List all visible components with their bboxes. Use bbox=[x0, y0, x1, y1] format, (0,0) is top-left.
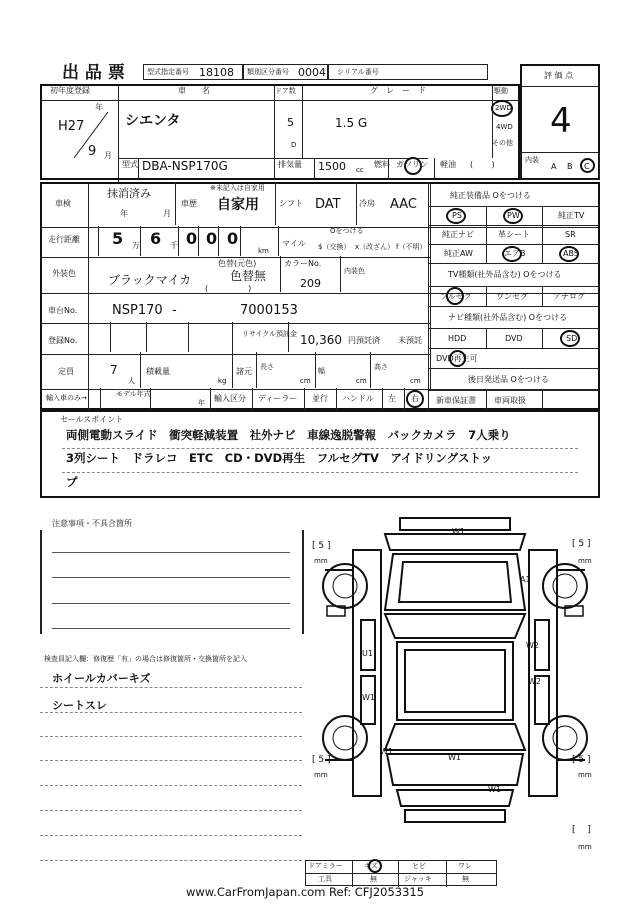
recycle-value: 10,360 bbox=[300, 333, 342, 347]
import-dealer: ディーラー bbox=[258, 394, 298, 403]
model-year-label: モデル年式 bbox=[116, 390, 151, 398]
shaken-year-unit: 年 bbox=[120, 209, 128, 218]
mark-front-bumper: W1 bbox=[452, 527, 465, 536]
mileage-label: 走行距離 bbox=[48, 235, 80, 244]
drive-2wd-circle bbox=[491, 100, 513, 117]
sales-line-3: プ bbox=[66, 475, 78, 489]
recycle-label: リサイクル預託金 bbox=[242, 330, 298, 338]
mileage-sen-unit: 千 bbox=[170, 241, 178, 250]
form-title: 出 品 票 bbox=[62, 63, 125, 83]
reg-year: H27 bbox=[58, 119, 85, 134]
type-label: 型式 bbox=[122, 160, 138, 169]
shaken-month-unit: 月 bbox=[163, 209, 171, 218]
fuel-label: 燃料 bbox=[374, 160, 390, 169]
load-unit: kg bbox=[218, 377, 227, 385]
mirror-scratch: キズ bbox=[364, 862, 378, 870]
dims-label: 諸元 bbox=[236, 367, 252, 376]
fuel-gas-circle bbox=[404, 157, 422, 175]
tool-value: 無 bbox=[370, 875, 377, 883]
equip-airbag: エアB bbox=[504, 249, 526, 258]
car-diagram bbox=[305, 510, 605, 860]
mile-option-tamper: x（改ざん） bbox=[355, 243, 395, 251]
class-value: 0004 bbox=[298, 66, 326, 79]
equip-pw: PW bbox=[507, 211, 520, 220]
equip-aw: 純正AW bbox=[444, 249, 473, 258]
equip-pw-circle bbox=[503, 208, 523, 224]
equip-tv: 純正TV bbox=[558, 211, 585, 220]
ac-label: 冷房 bbox=[359, 199, 375, 208]
model-cert-value: 18108 bbox=[199, 66, 234, 79]
note-item-1: ホイールカバーキズ bbox=[52, 672, 151, 685]
after-warranty: 新車保証書 bbox=[436, 396, 476, 405]
tv-oneseg: ワンセグ bbox=[496, 292, 528, 301]
note-item-2: シートスレ bbox=[52, 699, 107, 712]
handle-label: ハンドル bbox=[342, 394, 374, 403]
drive-label: 駆動 bbox=[494, 87, 508, 95]
history-label: 車歴 bbox=[181, 199, 197, 208]
doors-suffix: D bbox=[291, 141, 297, 149]
equip-abs-circle bbox=[559, 246, 579, 262]
fuel-diesel: 軽油 bbox=[440, 160, 456, 169]
capacity-value: 7 bbox=[110, 363, 118, 377]
tool-label: 工具 bbox=[318, 875, 332, 883]
grade-label: グ レ ー ド bbox=[370, 86, 426, 95]
color-paren: ( ) bbox=[205, 284, 252, 293]
reg-month: 9 bbox=[88, 144, 97, 159]
rating-value: 4 bbox=[550, 101, 572, 141]
chassis-label: 車台No. bbox=[48, 306, 78, 315]
interior-c-circle bbox=[580, 158, 595, 173]
width-unit: cm bbox=[356, 377, 367, 385]
navi-sd: SD bbox=[566, 334, 578, 343]
tread-fr-value: [ 5 ] bbox=[572, 539, 591, 549]
inspector-label: 検査員記入欄：修復歴「有」の場合は修復箇所・交換箇所を記入 bbox=[44, 655, 247, 663]
tread-rr-value: [ 5 ] bbox=[572, 755, 591, 765]
tread-fl-unit: mm bbox=[314, 557, 328, 565]
length-unit: cm bbox=[300, 377, 311, 385]
equip-leather: 革シート bbox=[498, 230, 530, 239]
shift-value: DAT bbox=[315, 197, 341, 212]
displacement-unit: cc bbox=[356, 166, 364, 174]
serial-label: シリアル番号 bbox=[337, 68, 379, 76]
mirror-label: ドアミラー bbox=[308, 862, 343, 870]
history-value: 自家用 bbox=[217, 197, 259, 213]
width-label: 幅 bbox=[318, 367, 325, 375]
interior-b: B bbox=[567, 162, 573, 171]
tread-rl-value: [ 5 ] bbox=[312, 755, 331, 765]
chassis-no: 7000153 bbox=[240, 303, 298, 318]
watermark: www.CarFromJapan.com Ref: CFJ2053315 bbox=[186, 885, 425, 899]
dvd-play: DVD再生可 bbox=[436, 354, 478, 363]
tv-fullseg-circle bbox=[446, 287, 464, 305]
grade-value: 1.5 G bbox=[335, 116, 368, 130]
sales-line-1: 両側電動スライド 衝突軽減装置 社外ナビ 車線逸脱警報 バックカメラ 7人乗り bbox=[66, 428, 511, 442]
reg-month-unit: 月 bbox=[104, 151, 112, 160]
caution-bracket bbox=[40, 530, 304, 634]
navi-dvd: DVD bbox=[505, 334, 523, 343]
handle-right-circle bbox=[406, 390, 424, 408]
mileage-digit-2: 6 bbox=[150, 229, 162, 248]
recycle-pending: 未預託 bbox=[398, 336, 422, 345]
after-manual: 車両取扱 bbox=[494, 396, 526, 405]
fuel-paren: ( ) bbox=[470, 160, 495, 169]
shaken-label: 車検 bbox=[55, 199, 71, 208]
name-label: 車 名 bbox=[178, 86, 210, 95]
height-unit: cm bbox=[410, 377, 421, 385]
color-value: ブラックマイカ bbox=[108, 273, 192, 287]
equip-ps-circle bbox=[446, 208, 466, 224]
import-label: 輸入車のみ→ bbox=[46, 394, 87, 402]
recycle-unit: 円預託済 bbox=[348, 336, 380, 345]
class-label: 類別区分番号 bbox=[247, 68, 289, 76]
chassis-prefix: NSP170 bbox=[112, 303, 163, 318]
after-title: 後日発送品 Oをつける bbox=[468, 375, 549, 384]
drive-4wd: 4WD bbox=[496, 123, 513, 131]
capacity-unit: 人 bbox=[128, 377, 135, 385]
equip-navi: 純正ナビ bbox=[442, 230, 474, 239]
interior-a: A bbox=[551, 162, 557, 171]
height-label: 高さ bbox=[374, 363, 388, 371]
mirror-scratch-circle bbox=[368, 859, 382, 873]
tread-rl-unit: mm bbox=[314, 771, 328, 779]
navi-sd-circle bbox=[560, 330, 580, 347]
handle-left: 左 bbox=[388, 394, 396, 403]
chassis-dash: - bbox=[172, 303, 177, 318]
import-parallel: 並行 bbox=[312, 394, 328, 403]
interior-c: C bbox=[584, 162, 590, 171]
caution-label: 注意事項・不具合箇所 bbox=[52, 519, 132, 528]
doors-value: 5 bbox=[287, 116, 294, 129]
jack-value: 無 bbox=[462, 875, 469, 883]
navi-hdd: HDD bbox=[448, 334, 467, 343]
sales-line-2: 3列シート ドラレコ ETC CD・DVD再生 フルセグTV アイドリングストッ bbox=[66, 451, 493, 465]
color-label: 外装色 bbox=[52, 269, 76, 278]
model-cert-cell bbox=[143, 64, 243, 80]
mile-label: マイル bbox=[282, 239, 306, 248]
mileage-digit-3: 0 bbox=[186, 229, 198, 248]
color-change-value: 色替無 bbox=[230, 269, 267, 283]
tread-fl-value: [ 5 ] bbox=[312, 541, 331, 551]
dvd-play-circle bbox=[449, 350, 466, 367]
equip-ps: PS bbox=[452, 211, 462, 220]
mileage-km-unit: km bbox=[258, 247, 269, 255]
displacement-value: 1500 bbox=[318, 160, 346, 173]
car-name: シエンタ bbox=[125, 113, 181, 129]
rating-label: 評 価 点 bbox=[544, 71, 574, 80]
navi-title: ナビ種類(社外品含む) Oをつける bbox=[448, 313, 568, 322]
color-no-label: カラーNo. bbox=[284, 259, 322, 268]
model-cert-label: 型式指定番号 bbox=[147, 68, 189, 76]
mile-option-exchange: $（交換） bbox=[318, 243, 351, 251]
mark-rear: W1 bbox=[448, 753, 461, 762]
fuel-gas: ガソリン bbox=[396, 160, 428, 169]
mileage-man-unit: 万 bbox=[132, 241, 140, 250]
first-reg-label: 初年度登録 bbox=[50, 86, 90, 95]
drive-other: その他 bbox=[492, 139, 513, 147]
mirror-break: ワレ bbox=[458, 862, 472, 870]
tv-fullseg: フルセグ bbox=[440, 292, 472, 301]
color-orig-label: 色替(元色) bbox=[218, 259, 257, 268]
self-reg-note: ※未記入は自家用 bbox=[210, 184, 265, 192]
mark-left-rear: W1 bbox=[362, 693, 375, 702]
model-year-suffix: 年 bbox=[198, 399, 205, 407]
handle-right: 右 bbox=[411, 394, 419, 403]
displacement-label: 排気量 bbox=[278, 160, 302, 169]
equip-airbag-circle bbox=[502, 246, 522, 262]
mark-rear-bumper: W1 bbox=[488, 785, 501, 794]
equip-abs: ABS bbox=[563, 249, 579, 258]
mileage-digit-5: 0 bbox=[227, 229, 239, 248]
tread-fr-unit: mm bbox=[578, 557, 592, 565]
tv-title: TV種類(社外品含む) Oをつける bbox=[448, 270, 562, 279]
mileage-digit-1: 5 bbox=[112, 229, 124, 248]
mile-option-unknown: f（不明） bbox=[396, 243, 427, 251]
mark-right-door-1: W2 bbox=[526, 641, 539, 650]
sales-label: セールスポイント bbox=[60, 415, 124, 424]
serial-cell bbox=[328, 64, 488, 80]
doors-label: ドア数 bbox=[275, 87, 296, 95]
mileage-digit-4: 0 bbox=[206, 229, 218, 248]
interior-cell bbox=[520, 152, 600, 180]
import-class-label: 輸入区分 bbox=[214, 394, 246, 403]
shaken-value: 抹消済み bbox=[107, 187, 151, 200]
circle-note: Oをつける bbox=[330, 227, 364, 235]
ac-value: AAC bbox=[390, 197, 417, 212]
mark-right-front: A1 bbox=[520, 575, 531, 584]
color-no-value: 209 bbox=[300, 277, 321, 290]
mark-left-door: U1 bbox=[362, 649, 373, 658]
tv-analog: アナログ bbox=[553, 292, 585, 301]
class-cell bbox=[243, 64, 328, 80]
length-label: 長さ bbox=[260, 363, 274, 371]
tread-spare-unit: mm bbox=[578, 843, 592, 851]
reg-no-label: 登録No. bbox=[48, 336, 78, 345]
load-label: 積載量 bbox=[146, 367, 170, 376]
tread-spare-value: [ ] bbox=[572, 825, 591, 835]
equip-sr: SR bbox=[565, 230, 576, 239]
jack-label: ジャッキ bbox=[404, 875, 432, 883]
tread-rr-unit: mm bbox=[578, 771, 592, 779]
genuine-title: 純正装備品 Oをつける bbox=[450, 191, 531, 200]
mirror-crack: ヒビ bbox=[412, 862, 426, 870]
capacity-label: 定員 bbox=[58, 367, 74, 376]
mark-left-rear-wheel: W1 bbox=[380, 747, 393, 756]
interior-color-label: 内装色 bbox=[344, 267, 365, 275]
type-value: DBA-NSP170G bbox=[142, 159, 228, 173]
reg-year-unit: 年 bbox=[95, 103, 103, 112]
shift-label: シフト bbox=[279, 199, 303, 208]
interior-label: 内装 bbox=[525, 156, 539, 164]
mark-right-door-2: W2 bbox=[528, 677, 541, 686]
drive-2wd: 2WD bbox=[495, 104, 512, 112]
